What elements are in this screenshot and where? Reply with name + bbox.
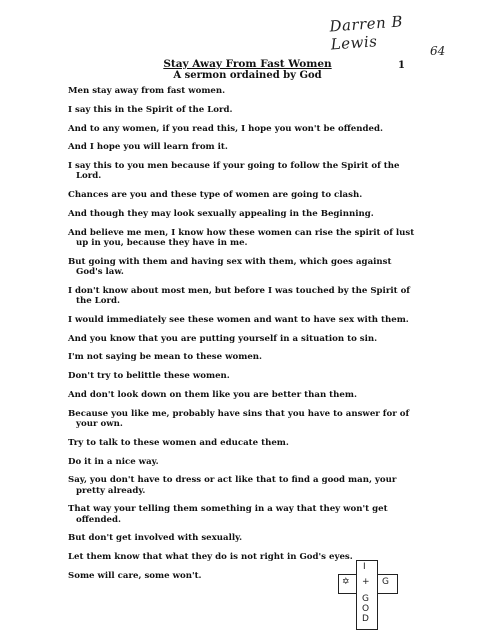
- sermon-body: [68, 86, 418, 590]
- sermon-line: I would immediately see these women and want to have sex with them.: [68, 314, 409, 325]
- sermon-line: And I hope you will learn from it.: [68, 142, 228, 153]
- sermon-line: And believe me men, I know how these women can rise the spirit of lust up in you, because they have in me.: [68, 227, 415, 248]
- document-subtitle: A sermon ordained by God: [173, 70, 322, 81]
- sermon-line: Do it in a nice way.: [68, 456, 159, 467]
- sermon-line: I say this to you men because if your going to follow the Spirit of the Lord.: [68, 161, 400, 182]
- sermon-line: I'm not saying be mean to these women.: [68, 352, 263, 363]
- sermon-line: Try to talk to these women and educate them.: [68, 437, 289, 448]
- sermon-line: And though they may look sexually appealing in the Beginning.: [68, 208, 374, 219]
- cross-letter-o: O: [362, 604, 370, 614]
- sermon-line: Because you like me, probably have sins that you have to answer for of your own.: [68, 408, 410, 429]
- sermon-line: And you know that you are putting yourself in a situation to sin.: [68, 333, 378, 344]
- sermon-line: But don't get involved with sexually.: [68, 533, 243, 544]
- star-of-david-icon: ✡: [342, 577, 350, 587]
- sermon-line: Say, you don't have to dress or act like that to find a good man, your pretty already.: [68, 475, 397, 496]
- page-number: 1: [398, 60, 405, 71]
- sermon-line: Don't try to belittle these women.: [68, 371, 230, 382]
- cross-letter-top: I: [363, 562, 366, 572]
- sermon-line: Chances are you and these type of women are going to clash.: [68, 190, 363, 201]
- document-title: Stay Away From Fast Women: [163, 58, 332, 70]
- cross-center-mark: +: [362, 577, 370, 587]
- sermon-line: I don't know about most men, but before I was touched by the Spirit of the Lord.: [68, 285, 411, 306]
- cross-letter-g: G: [362, 594, 369, 604]
- sermon-line: Some will care, some won't.: [68, 570, 202, 581]
- sermon-line: Men stay away from fast women.: [68, 86, 226, 96]
- handwritten-signature: Darren B Lewis: [328, 12, 404, 54]
- sermon-line: And don't look down on them like you are better than them.: [68, 389, 357, 400]
- sermon-line: And to any women, if you read this, I hope you won't be offended.: [68, 123, 383, 134]
- folio-mark: 64: [430, 44, 446, 58]
- sermon-line: But going with them and having sex with them, which goes against God's law.: [68, 256, 392, 277]
- sermon-line: I say this in the Spirit of the Lord.: [68, 104, 233, 115]
- cross-letter-d: D: [362, 614, 369, 624]
- sermon-line: That way your telling them something in a way that they won't get offended.: [68, 504, 388, 525]
- sermon-line: Let them know that what they do is not right in God's eyes.: [68, 552, 353, 563]
- hand-drawn-cross: [338, 560, 398, 630]
- cross-letter-right: G: [382, 577, 389, 587]
